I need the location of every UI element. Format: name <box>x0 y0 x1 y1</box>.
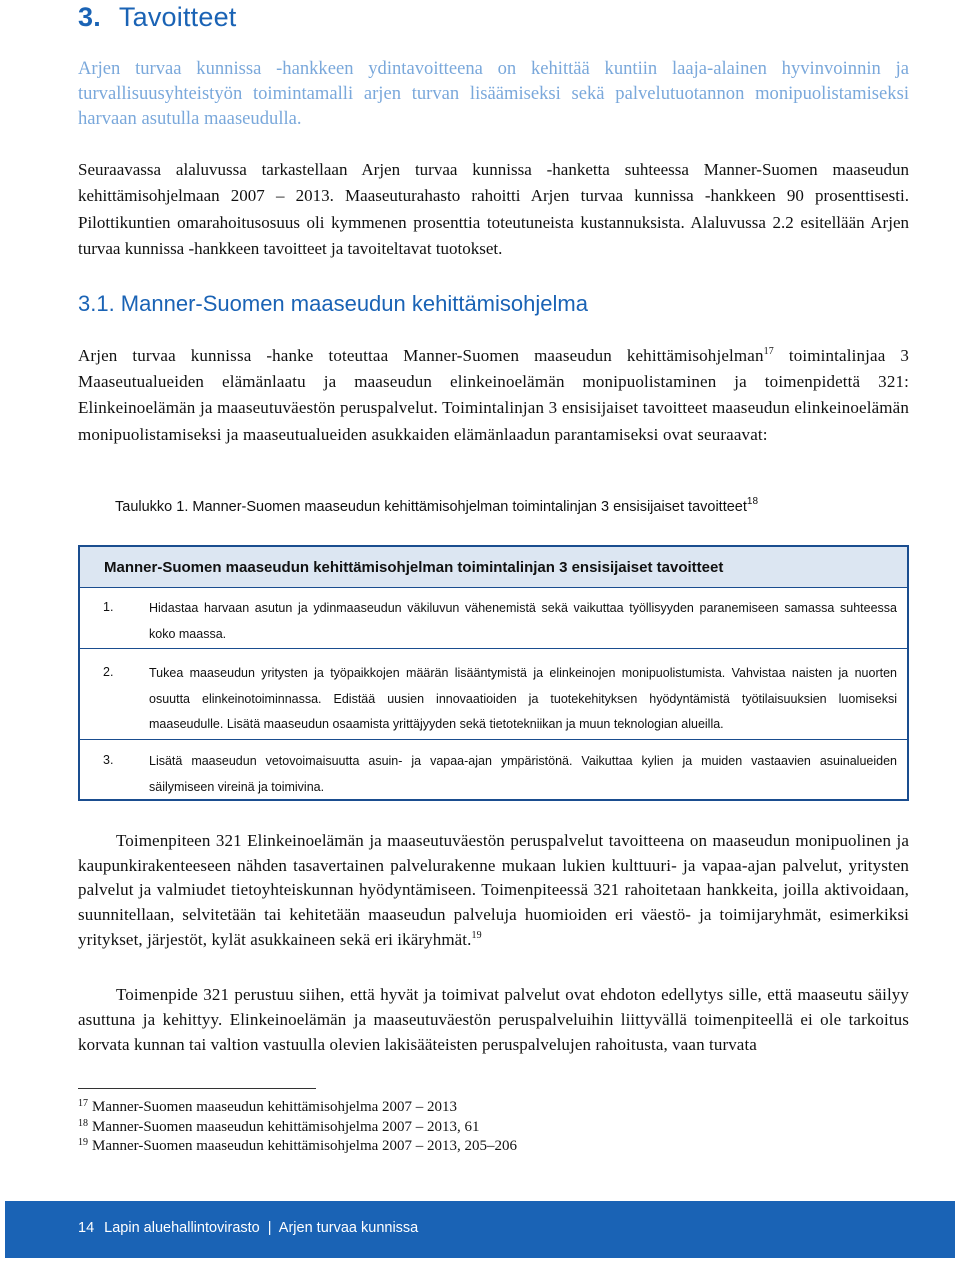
footnote-text: Manner-Suomen maaseudun kehittämisohjelma 2007 – 2013, 205–206 <box>92 1138 518 1155</box>
section-subheading: 3.1. Manner-Suomen maaseudun kehittämisohjelma <box>78 291 588 316</box>
footer-text <box>78 1220 418 1236</box>
footnotes <box>78 1098 678 1157</box>
footnote-ref-19[interactable]: 19 <box>471 929 482 941</box>
body-paragraph-4: Toimenpide 321 perustuu siihen, että hyvät ja toimivat palvelut ovat ehdoton edellytys sille, että maaseutu säilyy asuttuna ja kehittyy. Elinkeinoelämän ja maaseutuväestön peruspalveluihin liittyvällä toimenpiteellä ei ole tarkoitus korvata kunnan tai valtion vastuulla olevien lakisääteisten peruspalvelujen rahoitusta, vaan turvata <box>78 985 909 1054</box>
heading-title: Tavoitteet <box>118 2 237 32</box>
table-caption <box>115 496 759 515</box>
footnote-text: Manner-Suomen maaseudun kehittämisohjelma 2007 – 2013, 61 <box>92 1118 480 1135</box>
table-header-text: Manner-Suomen maaseudun kehittämisohjelman toimintalinjan 3 ensisijaiset tavoitteet <box>104 559 724 576</box>
footnote-ref-17[interactable]: 17 <box>763 346 774 357</box>
footer-separator: | <box>267 1220 272 1236</box>
caption-text: Taulukko 1. Manner-Suomen maaseudun kehittämisohjelman toimintalinjan 3 ensisijaiset tavoitteet <box>115 499 747 515</box>
row-number: 3. <box>103 753 114 767</box>
row-number: 2. <box>103 665 114 679</box>
footnote-text: Manner-Suomen maaseudun kehittämisohjelma 2007 – 2013 <box>92 1099 458 1115</box>
row-text: Hidastaa harvaan asutun ja ydinmaaseudun väkiluvun vähenemistä sekä vaikuttaa työllisyyden paranemiseen samassa suhteessa koko maassa. <box>149 601 897 641</box>
p2-text-b: toimintalinjaa 3 Maaseutualueiden elämänlaatu ja maaseudun elinkeinoelämän monipuolistaminen ja toimenpidettä 321: Elinkeinoelämän ja maaseutuväestön peruspalvelut. Toimintalinjan 3 ensisijaiset tavoitteet maaseudun elinkeinoelämän monipuolistamiseksi ja maaseutualueiden asukkaiden elämänlaadun parantamiseksi ovat seuraavat: <box>78 346 909 444</box>
row-text: Tukea maaseudun yritysten ja työpaikkojen määrän lisääntymistä ja elinkeinojen monipuolistumista. Vahvistaa naisten ja nuorten osuutta elinkeinotoiminnassa. Edistää uusien innovaatioiden ja tuotekehityksen hyödyntämistä työtilaisuuksien luomiseksi maaseudulle. Lisätä maaseudun osaamista yrittäjyyden sekä tietotekniikan ja muun teknologian alueilla. <box>149 666 897 731</box>
page-heading <box>78 0 237 34</box>
table-header <box>80 547 907 588</box>
table-divider <box>80 739 907 740</box>
footnote-18 <box>78 1118 678 1138</box>
page-footer <box>5 1201 955 1258</box>
footnote-19 <box>78 1137 678 1157</box>
footnote-rule <box>78 1088 316 1089</box>
page-number: 14 <box>78 1220 95 1236</box>
table-divider <box>80 648 907 649</box>
intro-paragraph: Arjen turvaa kunnissa -hankkeen ydintavoitteena on kehittää kuntiin laaja-alainen hyvinvoinnin ja turvallisuusyhteistyön toimintamalli arjen turvan lisäämiseksi sekä palvelutuotannon monipuolistamiseksi harvaan asutulla maaseudulla. <box>78 58 909 129</box>
body-paragraph-2 <box>78 343 909 448</box>
footer-publisher: Lapin aluehallintovirasto <box>104 1220 260 1236</box>
p3-text: Toimenpiteen 321 Elinkeinoelämän ja maaseutuväestön peruspalvelut tavoitteena on maaseudun monipuolinen ja kaupunkirakenteeseen nähden tasavertainen palvelurakenne mukaan lukien kulttuuri- ja vapaa-ajan palvelut, yritysten palvelut ja valmiudet tietoyhteiskunnan hyödyntämiseen. Toimenpiteessä 321 rahoitetaan hankkeita, joilla aktivoidaan, suunnitellaan, selvitetään tai kehitetään maaseudun palveluja huomioiden eri väestö- ja toimijaryhmät, esimerkiksi yritykset, järjestöt, kylät asukkaineen sekä eri ikäryhmät. <box>78 831 909 949</box>
footnote-number: 18 <box>78 1117 88 1129</box>
row-text: Lisätä maaseudun vetovoimaisuutta asuin- ja vapaa-ajan ympäristönä. Vaikuttaa kylien ja muiden vastaavien asuinalueiden säilymiseen vireinä ja toimivina. <box>149 754 897 794</box>
footnote-number: 17 <box>78 1098 88 1109</box>
body-paragraph-1: Seuraavassa alaluvussa tarkastellaan Arjen turvaa kunnissa -hanketta suhteessa Manner-Suomen maaseudun kehittämisohjelmaan 2007 – 2013. Maaseuturahasto rahoitti Arjen turvaa kunnissa -hankkeen 90 prosenttisesti. Pilottikuntien omarahoitusosuus oli kymmenen prosenttia toteutuneista kustannuksista. Alaluvussa 2.2 esitellään Arjen turvaa kunnissa -hankkeen tavoitteet ja tavoiteltavat tuotokset. <box>78 160 909 258</box>
body-paragraph-3 <box>78 829 909 953</box>
footnote-ref-18[interactable]: 18 <box>746 496 759 507</box>
p2-text-a: Arjen turvaa kunnissa -hanke toteuttaa Manner-Suomen maaseudun kehittämisohjelman <box>78 346 764 365</box>
footnote-number: 19 <box>78 1137 88 1149</box>
goals-table <box>78 545 909 801</box>
footer-project: Arjen turvaa kunnissa <box>278 1220 419 1236</box>
footnote-17 <box>78 1098 678 1118</box>
row-number: 1. <box>103 600 114 614</box>
heading-number: 3. <box>78 2 101 32</box>
